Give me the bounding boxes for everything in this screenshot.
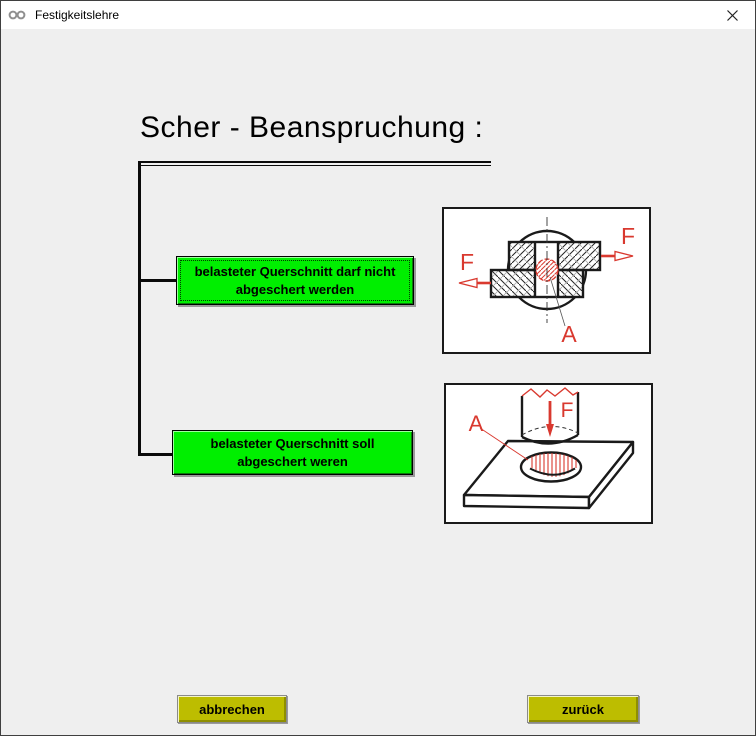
tree-vertical-line	[138, 161, 141, 456]
app-gears-icon	[8, 9, 26, 21]
sheared-hole	[521, 453, 581, 482]
close-button[interactable]	[709, 1, 755, 29]
option-button-shear[interactable]	[172, 430, 413, 475]
back-button-label: zurück	[562, 701, 604, 717]
cancel-button-label: abbrechen	[199, 701, 265, 717]
close-icon	[727, 10, 738, 21]
option-label-line2: abgeschert werden	[235, 281, 355, 297]
option-label-line2: abgeschert weren	[237, 453, 348, 469]
svg-text:A: A	[561, 321, 577, 347]
svg-text:F: F	[620, 223, 636, 249]
heading-underline-top	[138, 161, 491, 163]
option-label-line1: belasteter Querschnitt darf nicht	[194, 263, 396, 279]
svg-text:F: F	[459, 249, 475, 275]
tree-branch-1	[138, 279, 178, 282]
tree-branch-2	[138, 453, 174, 456]
cancel-button[interactable]	[177, 695, 287, 723]
option-label-line1: belasteter Querschnitt soll	[210, 435, 375, 451]
page-title: Scher - Beanspruchung :	[140, 111, 484, 144]
diagram-punch-shear	[444, 383, 653, 524]
title-bar	[1, 1, 755, 29]
back-button[interactable]	[527, 695, 639, 723]
option-button-no-shear[interactable]	[176, 256, 414, 305]
svg-text:F: F	[560, 399, 574, 422]
window-title: Festigkeitslehre	[35, 8, 120, 22]
diagram-rivet-shear	[442, 207, 651, 354]
content-area	[1, 29, 755, 735]
svg-text:A: A	[468, 411, 484, 436]
heading-underline-bottom	[140, 165, 491, 166]
